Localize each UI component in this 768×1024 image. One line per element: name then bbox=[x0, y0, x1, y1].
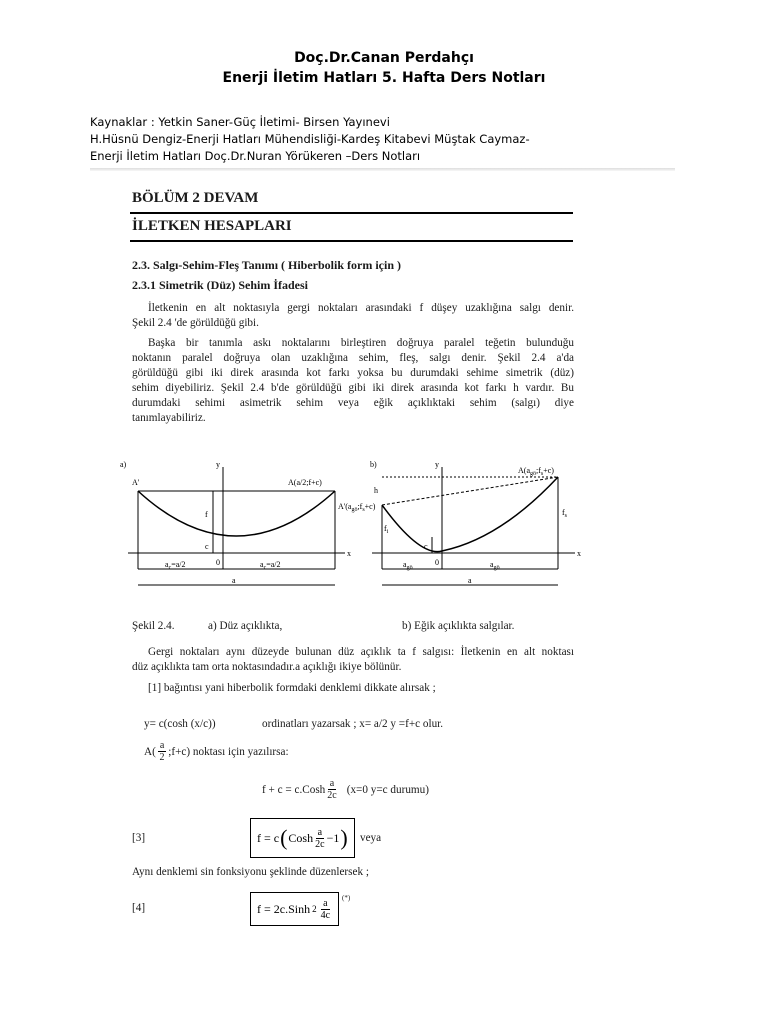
paragraph-5: Aynı denklemi sin fonksiyonu şeklinde düzenlersek ; bbox=[132, 866, 369, 878]
eq4-fraction bbox=[321, 898, 330, 921]
paragraph-3-line-2: düz açıklıkta tam orta noktasındadır.a açıklığı ikiye bölünür. bbox=[132, 661, 402, 673]
fig-a-f-label: f bbox=[205, 510, 208, 519]
fig-b-y-label: y bbox=[435, 460, 439, 469]
main-equation bbox=[262, 778, 429, 801]
equation-3-tag: [3] bbox=[132, 832, 146, 844]
paragraph-1-line-1: İletkenin en alt noktasıyla gergi noktaları arasındaki f düşey uzaklığına salgı denir. bbox=[148, 302, 574, 314]
source-line-3: Enerji İletim Hatları Doç.Dr.Nuran Yörükeren –Ders Notları bbox=[90, 149, 421, 163]
eq4-num: a bbox=[323, 897, 328, 909]
fig-b-right-point-label: $A(a_{gö};f_s+c)$ bbox=[518, 466, 554, 477]
eq3-left-paren: ( bbox=[280, 825, 288, 850]
fig-b-fs-label: $f_s$ bbox=[562, 508, 568, 519]
fig-b-total-span-label: a bbox=[468, 576, 472, 585]
point-a-num: a bbox=[159, 740, 165, 751]
eq3-pre: f = c bbox=[257, 830, 280, 845]
equation-3-veya: veya bbox=[360, 832, 382, 844]
figure-caption-a: a) Düz açıklıkta, bbox=[208, 620, 283, 632]
paragraph-2-line-3: görüldüğü gibi iki direk arasında kot farkı yoksa bu durumdaki sehime simetrik (düz) bbox=[132, 367, 574, 379]
figure-caption-b: b) Eğik açıklıkta salgılar. bbox=[402, 620, 515, 632]
fig-b-left-point-label: $A'(a_{gö};f_s+c)$ bbox=[338, 502, 376, 513]
point-a-fraction bbox=[158, 740, 166, 763]
chapter-heading: BÖLÜM 2 DEVAM bbox=[132, 190, 259, 206]
fig-a-origin-label: 0 bbox=[216, 558, 220, 567]
chapter-rule bbox=[130, 212, 573, 214]
fig-b-label: b) bbox=[370, 460, 377, 469]
equation-4-tag: [4] bbox=[132, 902, 146, 914]
section-heading: İLETKEN HESAPLARI bbox=[132, 218, 292, 234]
paragraph-4: [1] bağıntısı yani hiberbolik formdaki denklemi dikkate alırsak ; bbox=[148, 682, 436, 694]
eq3-post: −1 bbox=[326, 830, 340, 845]
fig-b-chord bbox=[382, 477, 558, 505]
fig-a-y-label: y bbox=[216, 460, 220, 469]
eq3-den: 2c bbox=[315, 838, 325, 850]
fig-a-left-point-label: A' bbox=[132, 478, 140, 487]
fig-a-c-label: c bbox=[205, 542, 209, 551]
eq4-den: 4c bbox=[320, 909, 331, 921]
paragraph-2-line-6: tanımlayabiliriz. bbox=[132, 412, 206, 424]
source-line-1: Kaynaklar : Yetkin Saner-Güç İletimi- Birsen Yayınevi bbox=[90, 115, 390, 129]
eq3-right-paren: ) bbox=[340, 825, 348, 850]
fig-a-catenary bbox=[138, 491, 335, 536]
fig-a-total-span-label: a bbox=[232, 576, 236, 585]
subsection-heading-2-3-1: 2.3.1 Simetrik (Düz) Sehim İfadesi bbox=[132, 278, 308, 292]
equation-3-box bbox=[250, 818, 355, 858]
figure-caption-label: Şekil 2.4. bbox=[132, 620, 175, 632]
figure-2-4 bbox=[120, 457, 590, 597]
fig-b-origin-label: 0 bbox=[435, 558, 439, 567]
paragraph-2-line-2: noktanın paralel doğruya olan uzaklığına sehim, fleş, salgı denir. Şekil 2.4 a'da bbox=[132, 352, 574, 364]
paragraph-2-line-4: sehim diyebiliriz. Şekil 2.4 b'de görüldüğü gibi iki direk arasında kot farkı h vardır. Bu bbox=[132, 382, 574, 394]
fig-a-right-span-label: $a_c=a/2$ bbox=[260, 560, 281, 571]
fig-a-label: a) bbox=[120, 460, 127, 469]
equation-y-note: ordinatları yazarsak ; x= a/2 y =f+c olur. bbox=[262, 718, 444, 730]
fig-b-h-label: h bbox=[374, 486, 378, 495]
equation-4-box bbox=[250, 892, 339, 926]
document-title-course: Enerji İletim Hatları 5. Hafta Ders Notları bbox=[222, 70, 546, 86]
section-rule bbox=[130, 240, 573, 242]
equation-y: y= c(cosh (x/c)) bbox=[144, 718, 216, 730]
eq3-num: a bbox=[317, 826, 323, 838]
fig-b-left-span-label: $a_{gö}$ bbox=[403, 560, 413, 571]
main-eq-num: a bbox=[329, 778, 335, 789]
fig-a-left-span-label: $a_c=a/2$ bbox=[165, 560, 186, 571]
scan-top-edge bbox=[90, 168, 675, 171]
paragraph-2-line-5: durumdaki sehimi asimetrik sehim veya eğik açıklıktaki sehim (salgı) diye bbox=[132, 397, 574, 409]
subsection-heading-2-3: 2.3. Salgı-Sehim-Fleş Tanımı ( Hiberbolik form için ) bbox=[132, 258, 402, 272]
fig-a-x-label: x bbox=[347, 549, 351, 558]
main-eq-lhs: f + c = c.Cosh bbox=[262, 783, 326, 796]
fig-b-right-span-label: $a_{gö}$ bbox=[490, 560, 500, 571]
eq4-sup: 2 bbox=[312, 904, 317, 914]
fig-b-x-label: x bbox=[577, 549, 581, 558]
fig-a-right-point-label: A(a/2;f+c) bbox=[288, 478, 322, 487]
main-eq-den: 2c bbox=[327, 790, 337, 801]
point-a-prefix: A( bbox=[144, 745, 156, 758]
scanned-page bbox=[90, 172, 675, 962]
paragraph-3-line-1: Gergi noktaları aynı düzeyde bulunan düz açıklık ta f salgısı: İletkenin en alt noktası bbox=[148, 646, 574, 658]
paragraph-1-line-2: Şekil 2.4 'de görüldüğü gibi. bbox=[132, 317, 259, 329]
point-a-den: 2 bbox=[159, 752, 165, 763]
eq3-fraction bbox=[315, 827, 324, 850]
fig-b-c-label: c bbox=[424, 542, 428, 551]
main-eq-note: (x=0 y=c durumu) bbox=[346, 783, 429, 796]
point-a-line bbox=[144, 740, 289, 763]
eq4-pre: f = 2c.Sinh bbox=[257, 901, 311, 916]
document-title-author: Doç.Dr.Canan Perdahçı bbox=[294, 50, 474, 66]
eq3-cosh: Cosh bbox=[288, 830, 314, 845]
equation-4-star: (*) bbox=[342, 894, 351, 902]
paragraph-2-line-1: Başka bir tanımla askı noktalarını birleştiren doğruya paralel teğetin bulunduğu bbox=[148, 337, 574, 349]
source-line-2: H.Hüsnü Dengiz-Enerji Hatları Mühendisliği-Kardeş Kitabevi Müştak Caymaz- bbox=[90, 132, 530, 146]
main-eq-fraction bbox=[327, 778, 336, 801]
fig-b-catenary bbox=[382, 477, 558, 552]
fig-b-fi-label: $f_i$ bbox=[384, 524, 389, 535]
point-a-suffix: ;f+c) noktası için yazılırsa: bbox=[168, 745, 289, 758]
